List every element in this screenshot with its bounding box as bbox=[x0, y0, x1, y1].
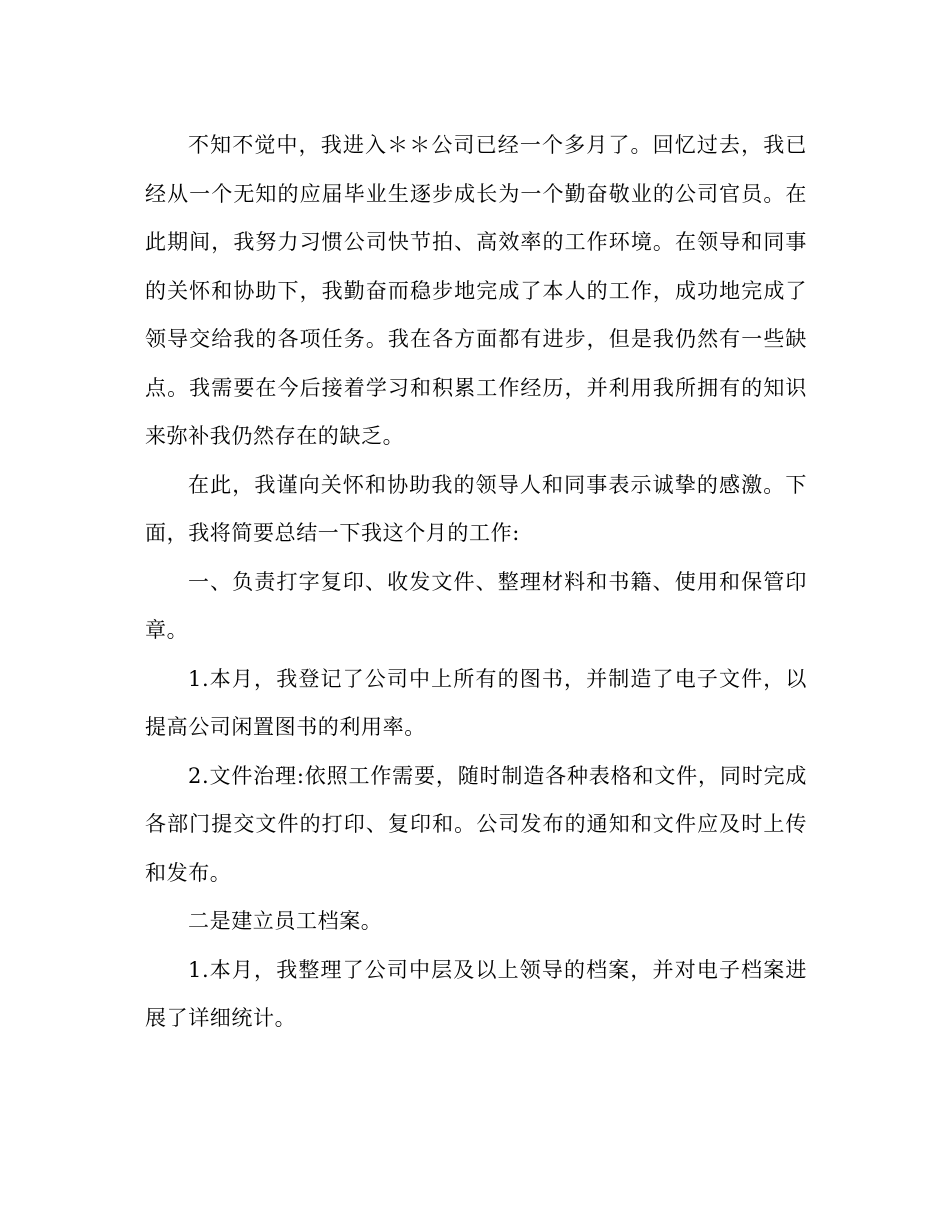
section-heading-one: 一、负责打字复印、收发文件、整理材料和书籍、使用和保管印章。 bbox=[145, 569, 807, 642]
list-item-books: 1.本月，我登记了公司中上所有的图书，并制造了电子文件，以提高公司闲置图书的利用率。 bbox=[145, 666, 807, 739]
section-heading-two: 二是建立员工档案。 bbox=[188, 909, 383, 933]
list-item-file-management: 2.文件治理:依照工作需要，随时制造各种表格和文件，同时完成各部门提交文件的打印、复印和。公司发布的通知和文件应及时上传和发布。 bbox=[145, 763, 807, 885]
paragraph-thanks: 在此，我谨向关怀和协助我的领导人和同事表示诚挚的感激。下面，我将简要总结一下我这个月的工作: bbox=[145, 472, 807, 545]
document-body bbox=[145, 121, 807, 1043]
list-item-employee-archives: 1.本月，我整理了公司中层及以上领导的档案，并对电子档案进展了详细统计。 bbox=[145, 957, 807, 1030]
paragraph-intro: 不知不觉中，我进入＊＊公司已经一个多月了。回忆过去，我已经从一个无知的应届毕业生逐步成长为一个勤奋敬业的公司官员。在此期间，我努力习惯公司快节拍、高效率的工作环境。在领导和同事的关怀和协助下，我勤奋而稳步地完成了本人的工作，成功地完成了领导交给我的各项任务。我在各方面都有进步，但是我仍然有一些缺点。我需要在今后接着学习和积累工作经历，并利用我所拥有的知识来弥补我仍然存在的缺乏。 bbox=[145, 133, 807, 448]
